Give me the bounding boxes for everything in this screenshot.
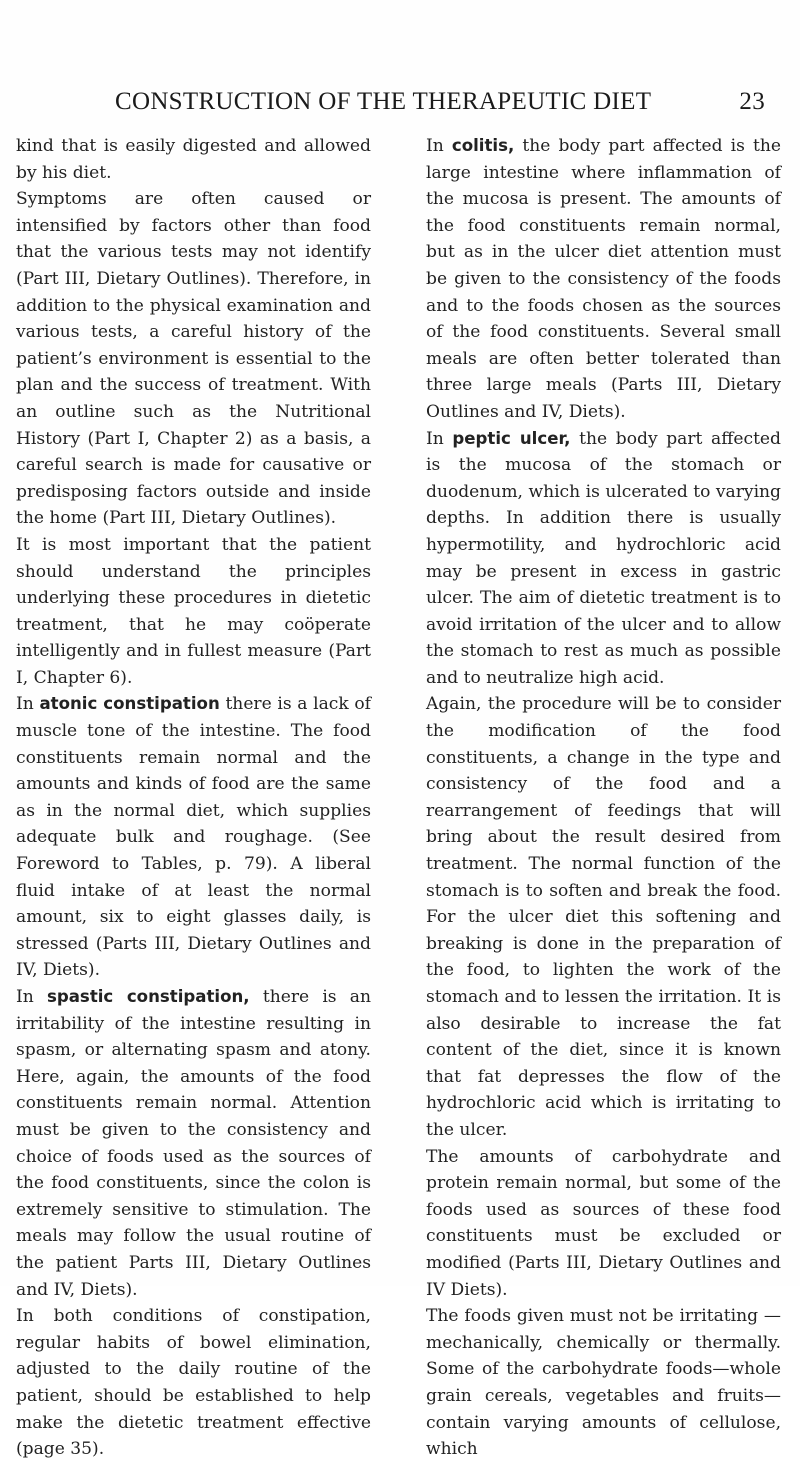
paragraph-lead: In <box>426 136 452 156</box>
paragraph: kind that is easily digested and allowed by his diet. <box>16 136 371 183</box>
paragraph-body: there is an irritability of the intestine resulting in spasm, or alternating spasm and atony. Here, again, the amounts of the food constituents remain normal. Attention must be given to the consistency and choice of foods used as the sources of the food constituents, since the colon is extremely sensitive to stimulation. The meals may follow the usual routine of the patient Parts III, Dietary Outlines and IV, Diets). <box>16 987 371 1300</box>
paragraph-lead: In <box>16 694 40 715</box>
paragraph: The amounts of carbohydrate and protein remain normal, but some of the foods used as sources of these food constituents must be excluded or modified (Parts III, Dietary Outlines and IV Diets). <box>426 1146 781 1300</box>
running-header <box>115 88 765 118</box>
bold-term: atonic constipation <box>39 694 220 714</box>
paragraph: It is most important that the patient should understand the principles underlying these procedures in dietetic treatment, that he may coöperate intelligently and in fullest measure (Part I, Chapter 6). <box>16 534 371 688</box>
paragraph: Again, the procedure will be to consider the modification of the food constituents, a change in the type and consistency of the food and a rearrangement of feedings that will bring about the result desired from treatment. The normal function of the stomach is to soften and break the food. For the ulcer diet this softening and breaking is done in the preparation of the food, to lighten the work of the stomach and to lessen the irritation. It is also desirable to increase the fat content of the diet, since it is known that fat depresses the flow of the hydrochloric acid which is irritating to the ulcer. <box>426 694 781 1140</box>
paragraph-body: the body part affected is the large intestine where inflammation of the mucosa is present. The amounts of the food constituents remain normal, but as in the ulcer diet attention must be given to the consistency of the foods and to the foods chosen as the sources of the food constituents. Several small meals are often better tolerated than three large meals (Parts III, Dietary Outlines and IV, Diets). <box>426 136 781 422</box>
paragraph-body: there is a lack of muscle tone of the intestine. The food constituents remain normal and the amounts and kinds of food are the same as in the normal diet, which supplies adequate bulk and roughage. (See Foreword to Tables, p. 79). A liberal fluid intake of at least the normal amount, six to eight glasses daily, is stressed (Parts III, Dietary Outlines and IV, Diets). <box>16 694 372 981</box>
bold-term: colitis, <box>451 136 515 155</box>
paragraph <box>426 426 781 692</box>
paragraph-lead: In <box>16 987 47 1007</box>
right-column <box>426 133 781 1463</box>
paragraph: The foods given must not be irritating —mechanically, chemically or thermally. Some of the carbohydrate foods—whole grain cereals, vegetables and fruits—contain varying amounts of cellulose, which <box>426 1306 781 1460</box>
paragraph: Symptoms are often caused or intensified by factors other than food that the various tests may not identify (Part III, Dietary Outlines). Therefore, in addition to the physical examination and various tests, a careful history of the patient’s environment is essential to the plan and the success of treatment. With an outline such as the Nutritional History (Part I, Chapter 2) as a basis, a careful search is made for causative or predisposing factors outside and inside the home (Part III, Dietary Outlines). <box>16 189 371 529</box>
paragraph <box>426 133 781 426</box>
paragraph: In both conditions of constipation, regular habits of bowel elimination, adjusted to the daily routine of the patient, should be established to help make the dietetic treatment effective (page 35). <box>16 1306 371 1460</box>
left-column <box>16 133 371 1463</box>
paragraph <box>16 984 371 1303</box>
bold-term: spastic constipation, <box>46 987 250 1006</box>
paragraph <box>16 691 371 984</box>
page-number: 23 <box>739 88 765 115</box>
bold-term: peptic ulcer, <box>452 428 571 448</box>
paragraph-body: the body part affected is the mucosa of the stomach or duodenum, which is ulcerated to varying depths. In addition there is usually hypermotility, and hydrochloric acid may be present in excess in gastric ulcer. The aim of dietetic treatment is to avoid irritation of the ulcer and to allow the stomach to rest as much as possible and to neutralize high acid. <box>426 428 781 688</box>
paragraph-lead: In <box>426 428 453 449</box>
chapter-title: CONSTRUCTION OF THE THERAPEUTIC DIET <box>115 88 652 115</box>
